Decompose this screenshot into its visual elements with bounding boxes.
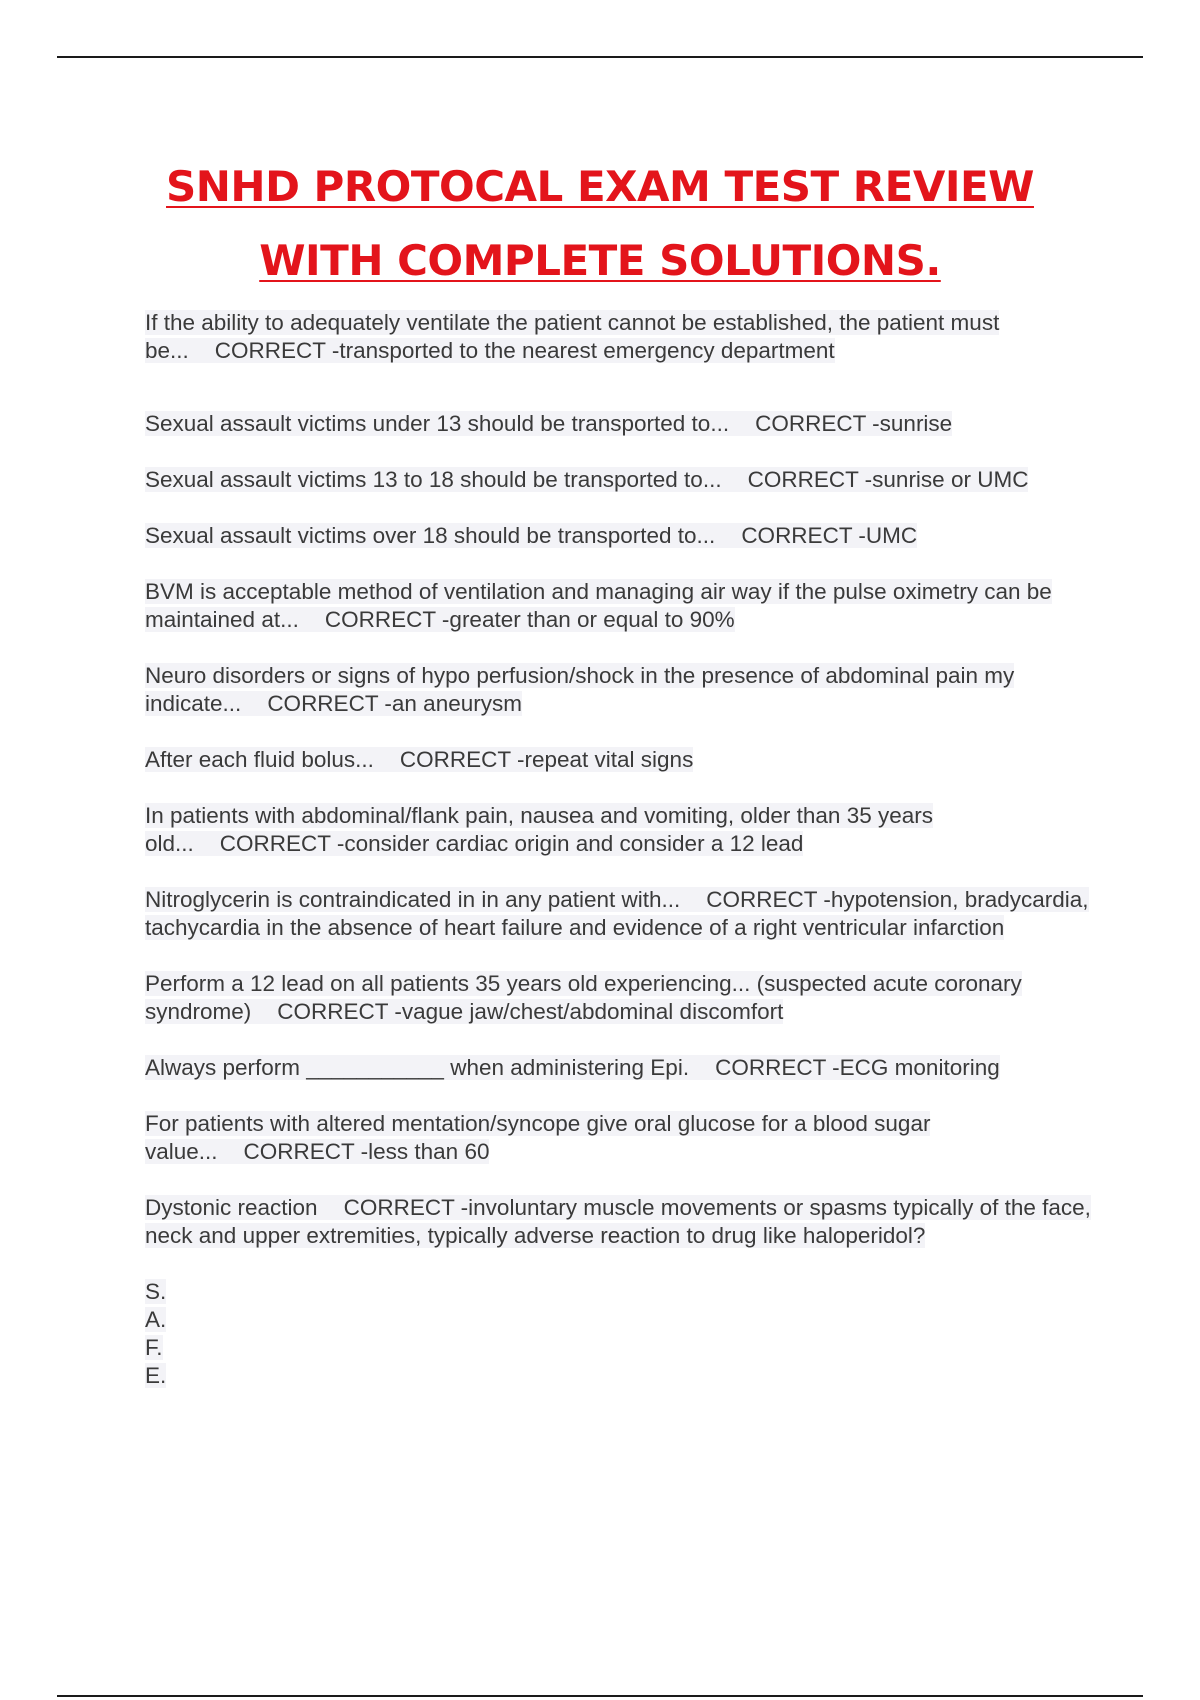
list-item: S. [145,1279,167,1304]
answer-text: CORRECT -sunrise [755,411,953,436]
question-text: If the ability to adequately ventilate the patient cannot be established, the patient must be... [145,310,1000,363]
qa-item [145,522,1100,550]
question-text: Always perform ___________ when administering Epi. [145,1055,690,1080]
qa-item [145,662,1100,718]
answer-text: CORRECT -less than 60 [243,1139,490,1164]
qa-item [145,309,1100,365]
answer-text: CORRECT -involuntary muscle movements or spasms typically of the face, neck and upper extremities, typically adverse reaction to drug like haloperidol? [145,1195,1091,1248]
qa-item [145,802,1100,858]
list-item: E. [145,1363,167,1388]
list-item: F. [145,1335,163,1360]
qa-item [145,578,1100,634]
question-text: BVM is acceptable method of ventilation and managing air way if the pulse oximetry can be maintained at... [145,579,1052,632]
answer-text: CORRECT -ECG monitoring [715,1055,1000,1080]
question-text: For patients with altered mentation/syncope give oral glucose for a blood sugar value... [145,1111,931,1164]
list-item: A. [145,1307,167,1332]
question-text: After each fluid bolus... [145,747,374,772]
qa-content [145,309,1100,1390]
safe-list [145,1278,1100,1390]
question-text: In patients with abdominal/flank pain, nausea and vomiting, older than 35 years old... [145,803,933,856]
answer-text: CORRECT -hypotension, bradycardia, tachycardia in the absence of heart failure and evidence of a right ventricular infarction [145,887,1089,940]
answer-text: CORRECT -greater than or equal to 90% [324,607,735,632]
qa-item [145,1110,1100,1166]
qa-item [145,466,1100,494]
qa-item [145,746,1100,774]
answer-text: CORRECT -sunrise or UMC [747,467,1029,492]
question-text: Sexual assault victims under 13 should be transported to... [145,411,730,436]
title-line-1: SNHD PROTOCAL EXAM TEST REVIEW [166,162,1034,211]
document-title [0,150,1200,298]
title-line-2: WITH COMPLETE SOLUTIONS. [259,236,941,285]
question-text: Nitroglycerin is contraindicated in in any patient with... [145,887,681,912]
answer-text: CORRECT -UMC [741,523,918,548]
top-rule [57,56,1143,58]
answer-text: CORRECT -vague jaw/chest/abdominal discomfort [277,999,784,1024]
qa-item [145,1194,1100,1250]
question-text: Neuro disorders or signs of hypo perfusion/shock in the presence of abdominal pain my indicate... [145,663,1015,716]
answer-text: CORRECT -repeat vital signs [399,747,694,772]
question-text: Perform a 12 lead on all patients 35 years old experiencing... (suspected acute coronary syndrome) [145,971,1022,1024]
question-text: Sexual assault victims over 18 should be transported to... [145,523,716,548]
answer-text: CORRECT -an aneurysm [267,691,522,716]
question-text: Dystonic reaction [145,1195,318,1220]
qa-item [145,1054,1100,1082]
qa-item [145,886,1100,942]
answer-text: CORRECT -consider cardiac origin and consider a 12 lead [219,831,804,856]
qa-item [145,970,1100,1026]
bottom-rule [57,1695,1143,1697]
answer-text: CORRECT -transported to the nearest emergency department [214,338,835,363]
qa-item [145,410,1100,438]
question-text: Sexual assault victims 13 to 18 should be transported to... [145,467,722,492]
